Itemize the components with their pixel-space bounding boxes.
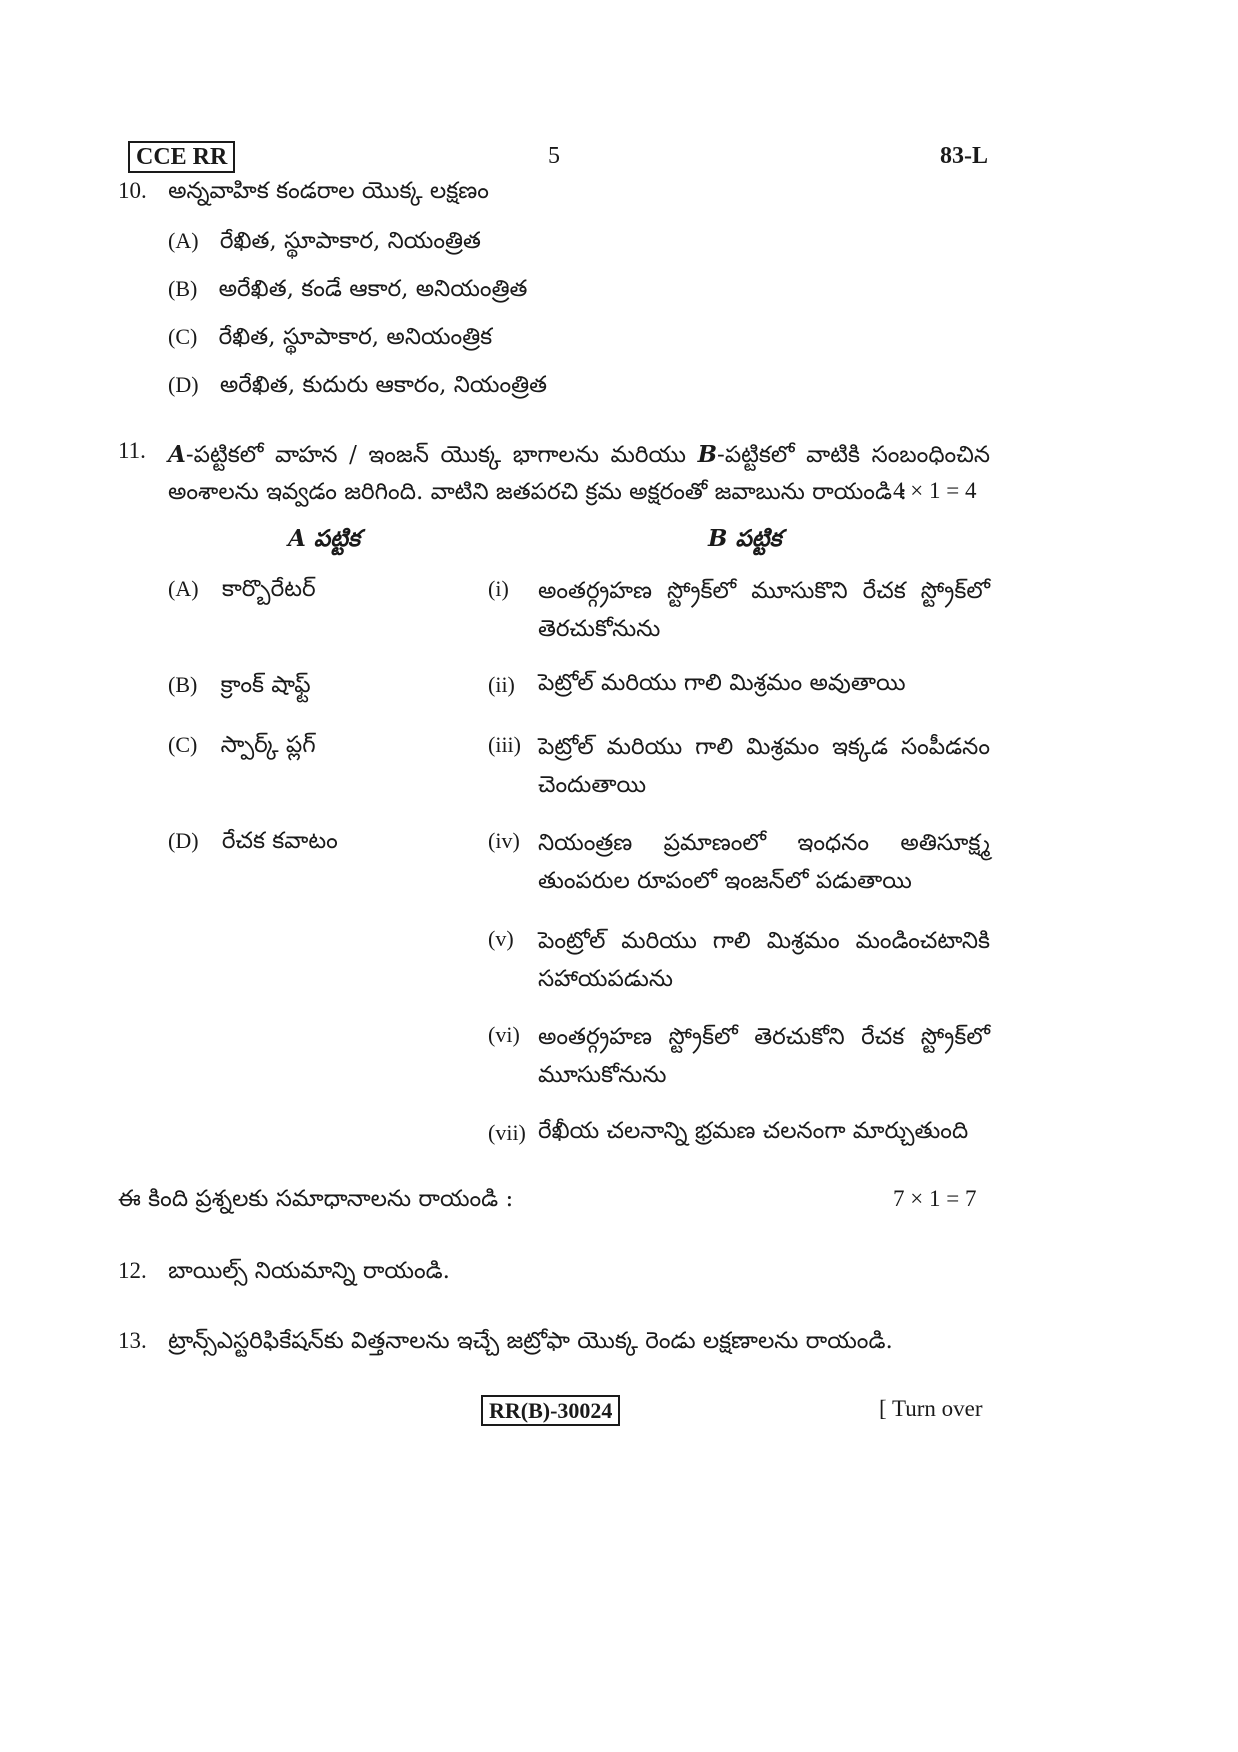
option-text: రేఖిత, స్థూపాకార, నియంత్రిత <box>219 228 481 254</box>
question-13 <box>118 1326 893 1356</box>
option-text: అరేఖిత, కుదురు ఆకారం, నియంత్రిత <box>219 372 547 398</box>
section-marks: 7 × 1 = 7 <box>893 1186 977 1211</box>
footer-code: RR(B)-30024 <box>489 1398 613 1423</box>
item-label: (C) <box>168 732 198 757</box>
option-a <box>168 226 481 256</box>
option-text: రేఖిత, స్థూపాకార, అనియంత్రిక <box>218 324 493 350</box>
question-number: 10. <box>118 178 147 203</box>
page-number: 5 <box>548 143 560 169</box>
option-d <box>168 370 547 400</box>
item-text: స్పార్క్ ప్లగ్ <box>220 732 316 758</box>
question-text: ట్రాన్స్ఎస్టరిఫికేషన్‌కు విత్తనాలను ఇచ్చే జట్రోఫా యొక్క రెండు లక్షణాలను రాయండి. <box>168 1328 893 1354</box>
option-label: (D) <box>168 372 199 397</box>
question-text: అన్నవాహిక కండరాల యొక్క లక్షణం <box>168 178 489 204</box>
column-b-title: B పట్టిక <box>708 525 782 552</box>
list-b-text: అంతర్గ్రహణ స్ట్రోక్‌లో తెరచుకోని రేచక స్ట్రోక్‌లో మూసుకోనును <box>538 1024 990 1088</box>
footer-code-box <box>481 1395 620 1426</box>
list-a-item <box>168 574 316 604</box>
list-b-text: రేఖీయ చలనాన్ని భ్రమణ చలనంగా మార్చుతుంది <box>538 1118 969 1144</box>
list-b-label: (iv) <box>488 828 520 853</box>
column-a-title: A పట్టిక <box>288 525 360 552</box>
option-label: (A) <box>168 228 199 253</box>
question-text-part2: -పట్టికలో వాటికి సంబంధించిన అంశాలను ఇవ్వడం జరిగింది. వాటిని జతపరచి క్రమ అక్షరంతో జవాబును రాయండి : <box>168 442 990 505</box>
question-text: బాయిల్స్ నియమాన్ని రాయండి. <box>168 1258 450 1284</box>
list-a-item <box>168 670 311 700</box>
list-b-label: (vi) <box>488 1022 520 1047</box>
option-b <box>168 274 527 304</box>
question-10 <box>118 176 489 206</box>
list-b-label: (iii) <box>488 732 521 757</box>
list-b-label: (v) <box>488 926 514 951</box>
item-text: కార్బొరేటర్ <box>221 576 316 602</box>
question-11-marks: 4 × 1 = 4 <box>893 478 977 503</box>
header-code: CCE RR <box>136 144 228 170</box>
header-code-box <box>128 141 235 173</box>
question-number: 11. <box>118 438 146 463</box>
list-b-text: అంతర్గ్రహణ స్ట్రోక్‌లో మూసుకొని రేచక స్ట్రోక్‌లో తెరచుకోనును <box>538 578 990 642</box>
list-a-item <box>168 826 338 856</box>
list-b-text: పెట్రోల్ మరియు గాలి మిశ్రమం ఇక్కడ సంపీడనం చెందుతాయి <box>538 734 990 798</box>
question-12 <box>118 1256 450 1286</box>
question-number: 13. <box>118 1328 147 1353</box>
item-label: (D) <box>168 828 199 853</box>
question-number: 12. <box>118 1258 147 1283</box>
list-a-item <box>168 730 316 760</box>
option-text: అరేఖిత, కండే ఆకార, అనియంత్రిత <box>218 276 528 302</box>
list-b-label: (ii) <box>488 672 515 697</box>
item-label: (A) <box>168 576 199 601</box>
paper-code: 83-L <box>940 143 988 169</box>
turn-over-note: [ Turn over <box>879 1396 983 1421</box>
option-label: (C) <box>168 324 198 349</box>
option-c <box>168 322 492 352</box>
list-a-marker: A <box>168 441 186 468</box>
question-11-text <box>168 436 990 511</box>
item-text: రేచక కవాటం <box>221 828 338 854</box>
list-b-marker: B <box>697 441 718 468</box>
list-b-text: నియంత్రణ ప్రమాణంలో ఇంధనం అతిసూక్ష్మ తుంపరుల రూపంలో ఇంజన్‌లో పడుతాయి <box>538 830 990 894</box>
question-text-part1: -పట్టికలో వాహన / ఇంజన్ యొక్క భాగాలను మరియు <box>185 442 698 468</box>
item-label: (B) <box>168 672 198 697</box>
list-b-label: (vii) <box>488 1120 526 1145</box>
list-b-text: పెట్రోల్ మరియు గాలి మిశ్రమం అవుతాయి <box>538 670 906 696</box>
list-b-text: పెంట్రోల్ మరియు గాలి మిశ్రమం మండించటానికి సహాయపడును <box>538 928 990 992</box>
item-text: క్రాంక్ షాఫ్ట్ <box>220 672 311 698</box>
list-b-label: (i) <box>488 576 509 601</box>
section-instruction: ఈ కింది ప్రశ్నలకు సమాధానాలను రాయండి : <box>118 1186 514 1212</box>
option-label: (B) <box>168 276 198 301</box>
